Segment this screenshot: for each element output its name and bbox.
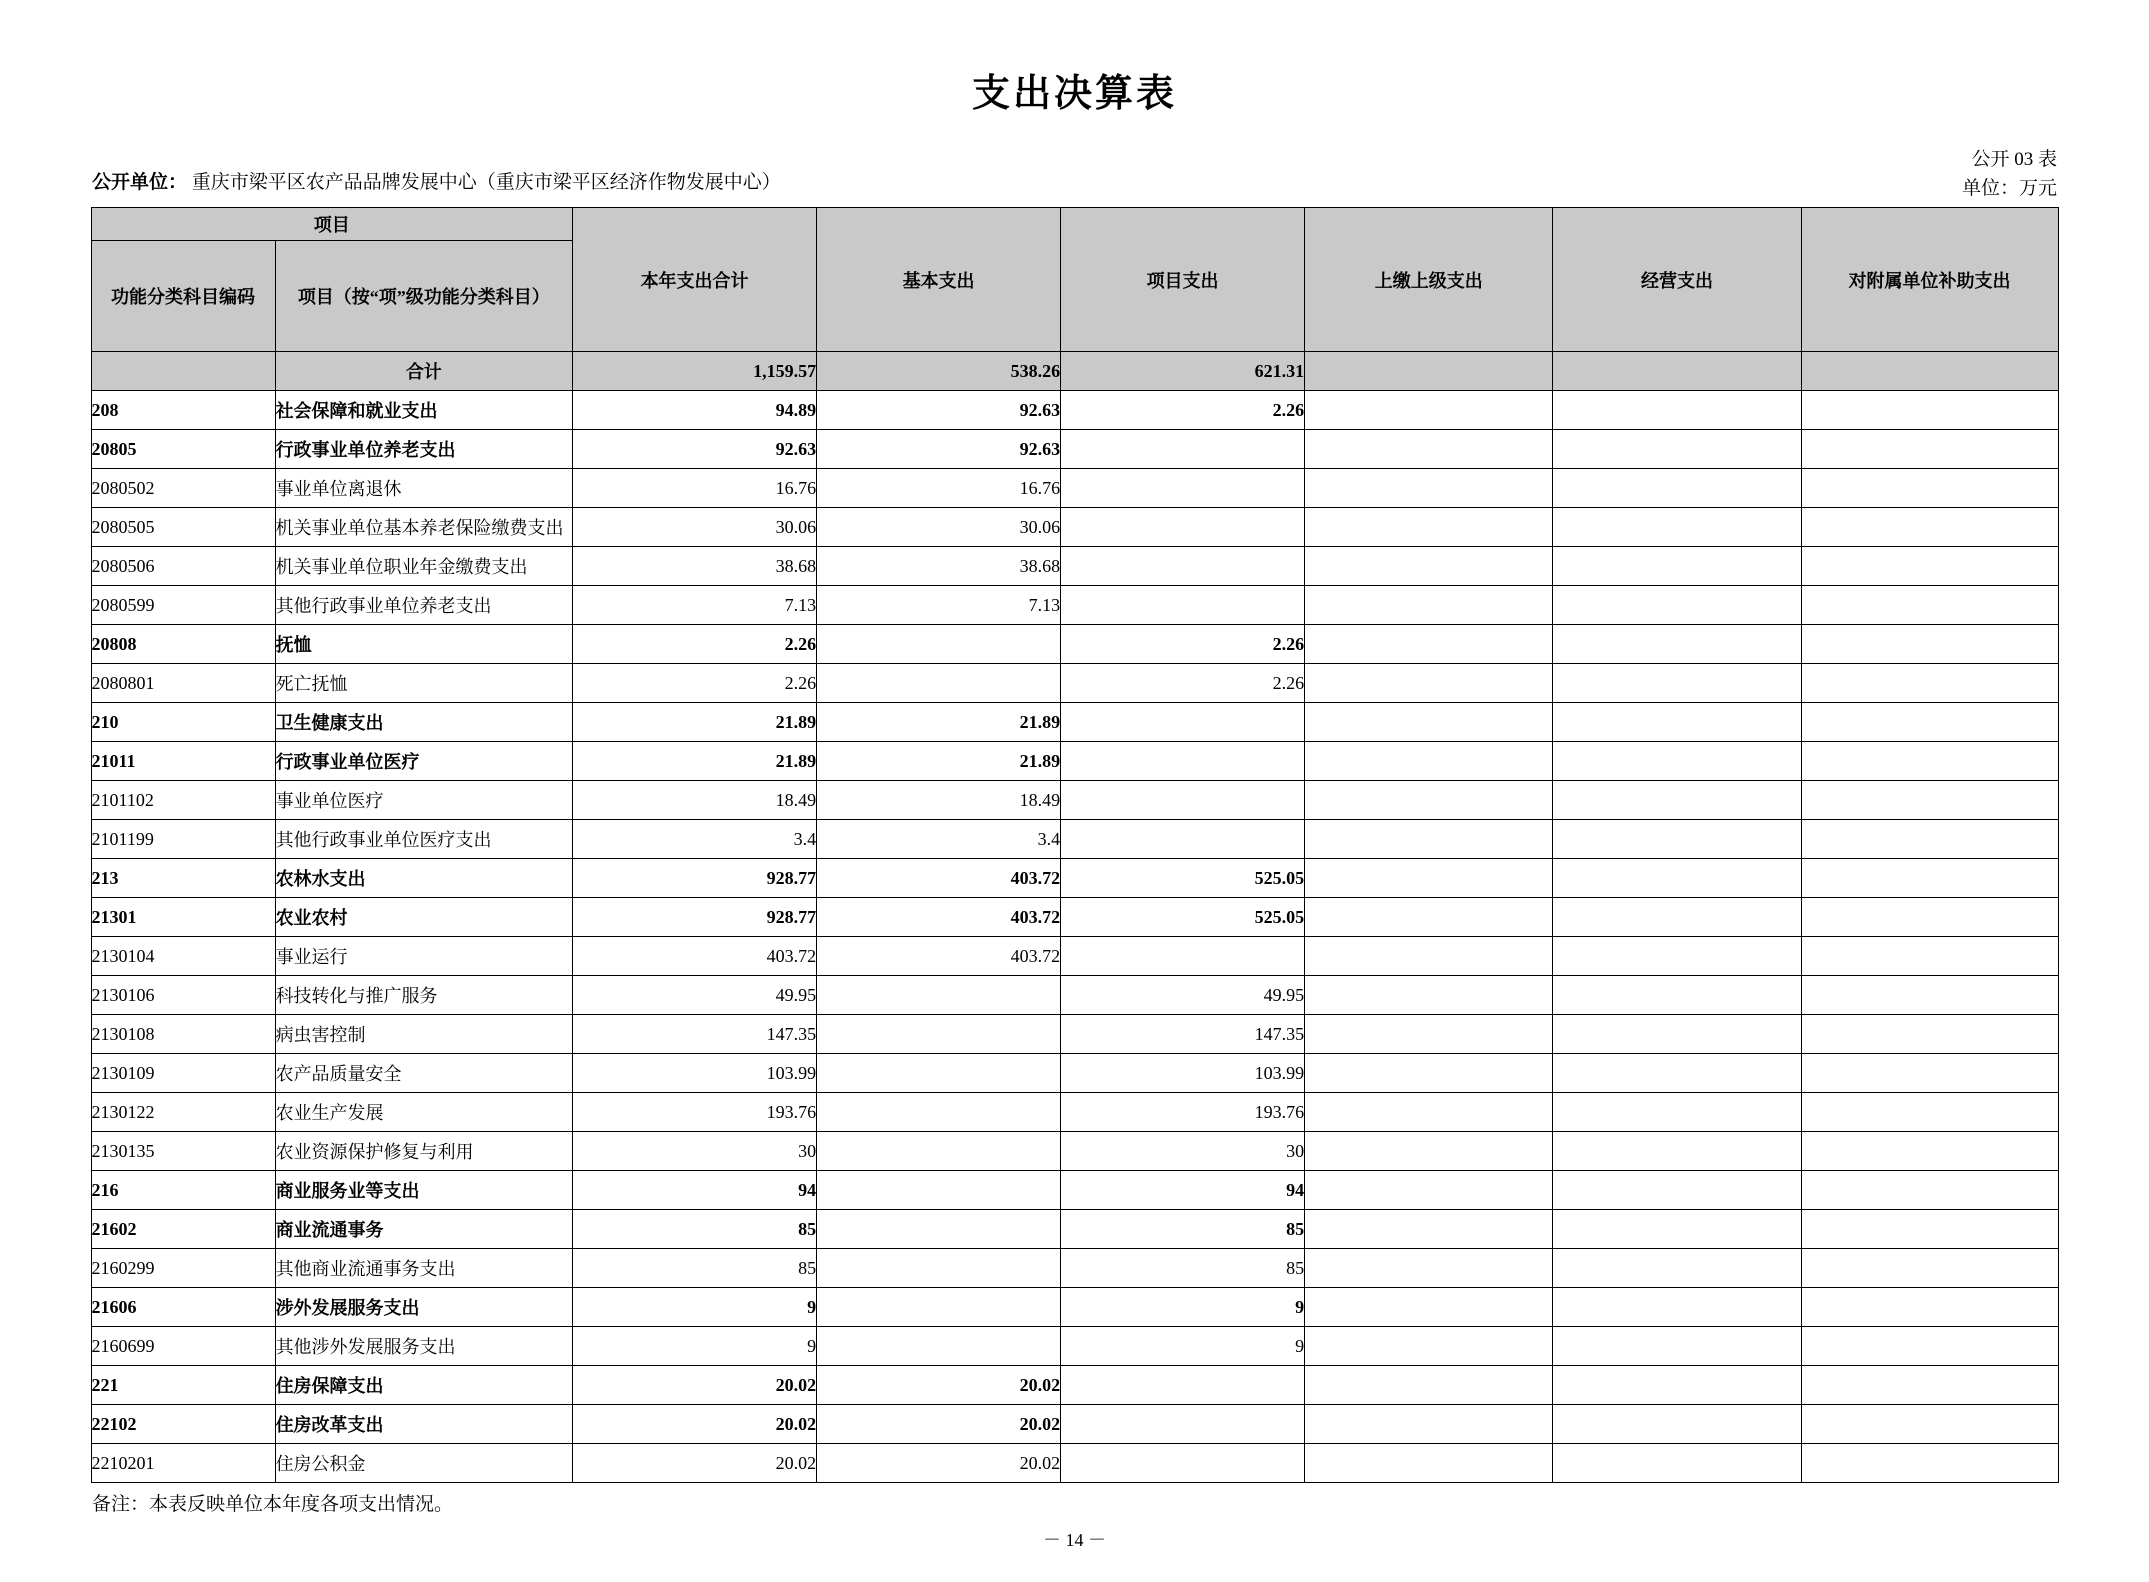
cell-project: 49.95 [1061, 976, 1305, 1015]
cell-upper [1305, 898, 1553, 937]
cell-total: 38.68 [573, 547, 817, 586]
cell-project: 147.35 [1061, 1015, 1305, 1054]
cell-upper [1305, 1249, 1553, 1288]
cell-code: 2130122 [91, 1093, 275, 1132]
cell-upper [1305, 1210, 1553, 1249]
cell-upper [1305, 586, 1553, 625]
cell-subsidy [1801, 1171, 2058, 1210]
table-row [91, 1054, 2058, 1093]
cell-subsidy [1801, 1366, 2058, 1405]
cell-basic [817, 1288, 1061, 1327]
cell-project: 2.26 [1061, 625, 1305, 664]
table-row [91, 898, 2058, 937]
cell-business [1553, 1132, 1801, 1171]
cell-basic: 403.72 [817, 937, 1061, 976]
cell-upper [1305, 859, 1553, 898]
cell-subsidy [1801, 625, 2058, 664]
cell-subsidy [1801, 547, 2058, 586]
cell-code: 2130135 [91, 1132, 275, 1171]
cell-name: 其他商业流通事务支出 [275, 1249, 573, 1288]
cell-business [1553, 1327, 1801, 1366]
cell-name: 机关事业单位基本养老保险缴费支出 [275, 508, 573, 547]
cell-project: 2.26 [1061, 664, 1305, 703]
table-row [91, 1288, 2058, 1327]
cell-subsidy [1801, 1054, 2058, 1093]
amount-unit: 单位：万元 [1961, 178, 2057, 200]
cell-project: 525.05 [1061, 859, 1305, 898]
header-col-project: 项目支出 [1061, 208, 1305, 352]
cell-basic [817, 1327, 1061, 1366]
cell-total: 9 [573, 1327, 817, 1366]
cell-code: 210 [91, 703, 275, 742]
cell-business [1553, 586, 1801, 625]
table-row [91, 1015, 2058, 1054]
cell-name: 农业资源保护修复与利用 [275, 1132, 573, 1171]
cell-total: 2.26 [573, 664, 817, 703]
table-body [91, 352, 2058, 1483]
cell-upper [1305, 1444, 1553, 1483]
cell-business [1553, 742, 1801, 781]
cell-code: 2160699 [91, 1327, 275, 1366]
table-row [91, 625, 2058, 664]
cell-basic: 21.89 [817, 742, 1061, 781]
table-row [91, 1093, 2058, 1132]
cell-basic [817, 1249, 1061, 1288]
cell-code: 20808 [91, 625, 275, 664]
cell-total: 21.89 [573, 742, 817, 781]
cell-business [1553, 898, 1801, 937]
cell-subsidy [1801, 508, 2058, 547]
cell-name: 住房保障支出 [275, 1366, 573, 1405]
cell-code: 221 [91, 1366, 275, 1405]
cell-name: 住房改革支出 [275, 1405, 573, 1444]
cell-basic [817, 664, 1061, 703]
cell-code: 2080502 [91, 469, 275, 508]
cell-business [1553, 1366, 1801, 1405]
cell-upper [1305, 781, 1553, 820]
form-number: 公开 03 表 [1971, 149, 2057, 170]
header-col-subsidy: 对附属单位补助支出 [1801, 208, 2058, 352]
cell-code: 2130109 [91, 1054, 275, 1093]
cell-subsidy [1801, 1327, 2058, 1366]
cell-upper [1305, 703, 1553, 742]
cell-upper [1305, 469, 1553, 508]
cell-basic: 7.13 [817, 586, 1061, 625]
cell-business [1553, 469, 1801, 508]
table-row [91, 820, 2058, 859]
publishing-unit-value: 重庆市梁平区农产品品牌发展中心（重庆市梁平区经济作物发展中心） [191, 172, 781, 193]
cell-project: 2.26 [1061, 391, 1305, 430]
table-row [91, 1249, 2058, 1288]
cell-code: 2080506 [91, 547, 275, 586]
cell-business [1553, 1444, 1801, 1483]
cell-project: 85 [1061, 1249, 1305, 1288]
cell-project [1061, 703, 1305, 742]
cell-name: 行政事业单位养老支出 [275, 430, 573, 469]
table-row [91, 1210, 2058, 1249]
cell-basic: 538.26 [817, 352, 1061, 391]
cell-basic [817, 1054, 1061, 1093]
cell-code: 2101102 [91, 781, 275, 820]
cell-name: 住房公积金 [275, 1444, 573, 1483]
cell-code: 21011 [91, 742, 275, 781]
cell-code: 208 [91, 391, 275, 430]
page-title: 支出决算表 [971, 70, 1177, 115]
cell-project [1061, 820, 1305, 859]
cell-code [91, 352, 275, 391]
cell-total: 16.76 [573, 469, 817, 508]
cell-upper [1305, 352, 1553, 391]
cell-upper [1305, 1327, 1553, 1366]
table-row [91, 1327, 2058, 1366]
cell-business [1553, 781, 1801, 820]
cell-business [1553, 547, 1801, 586]
cell-total: 85 [573, 1249, 817, 1288]
cell-subsidy [1801, 859, 2058, 898]
document-meta [0, 145, 2149, 201]
cell-business [1553, 703, 1801, 742]
cell-subsidy [1801, 1405, 2058, 1444]
cell-upper [1305, 391, 1553, 430]
header-group-item: 项目 [91, 208, 573, 241]
table-row [91, 430, 2058, 469]
cell-project [1061, 937, 1305, 976]
cell-code: 2160299 [91, 1249, 275, 1288]
cell-name: 农业农村 [275, 898, 573, 937]
cell-total: 30 [573, 1132, 817, 1171]
cell-project: 621.31 [1061, 352, 1305, 391]
cell-code: 213 [91, 859, 275, 898]
cell-upper [1305, 937, 1553, 976]
table-row [91, 1405, 2058, 1444]
cell-business [1553, 937, 1801, 976]
cell-project [1061, 1444, 1305, 1483]
cell-code: 2080801 [91, 664, 275, 703]
cell-subsidy [1801, 391, 2058, 430]
cell-business [1553, 430, 1801, 469]
table-row-total [91, 352, 2058, 391]
cell-business [1553, 1210, 1801, 1249]
header-col-basic: 基本支出 [817, 208, 1061, 352]
cell-name: 抚恤 [275, 625, 573, 664]
cell-code: 21301 [91, 898, 275, 937]
cell-project [1061, 430, 1305, 469]
cell-subsidy [1801, 664, 2058, 703]
cell-basic [817, 625, 1061, 664]
cell-name: 商业服务业等支出 [275, 1171, 573, 1210]
cell-code: 2080599 [91, 586, 275, 625]
cell-code: 2130108 [91, 1015, 275, 1054]
cell-name: 农林水支出 [275, 859, 573, 898]
cell-subsidy [1801, 1444, 2058, 1483]
cell-total: 928.77 [573, 859, 817, 898]
cell-subsidy [1801, 430, 2058, 469]
cell-basic: 30.06 [817, 508, 1061, 547]
cell-subsidy [1801, 898, 2058, 937]
cell-code: 20805 [91, 430, 275, 469]
cell-name: 科技转化与推广服务 [275, 976, 573, 1015]
cell-total: 7.13 [573, 586, 817, 625]
cell-business [1553, 625, 1801, 664]
cell-code: 216 [91, 1171, 275, 1210]
cell-upper [1305, 664, 1553, 703]
cell-name: 农产品质量安全 [275, 1054, 573, 1093]
table-row [91, 1444, 2058, 1483]
cell-total: 9 [573, 1288, 817, 1327]
cell-basic [817, 1210, 1061, 1249]
cell-name: 其他行政事业单位养老支出 [275, 586, 573, 625]
cell-upper [1305, 1405, 1553, 1444]
table-row [91, 859, 2058, 898]
header-col-code: 功能分类科目编码 [91, 241, 275, 352]
cell-code: 22102 [91, 1405, 275, 1444]
cell-total: 18.49 [573, 781, 817, 820]
cell-subsidy [1801, 1249, 2058, 1288]
cell-name: 机关事业单位职业年金缴费支出 [275, 547, 573, 586]
table-row [91, 937, 2058, 976]
cell-business [1553, 1288, 1801, 1327]
cell-project: 30 [1061, 1132, 1305, 1171]
cell-total: 103.99 [573, 1054, 817, 1093]
publishing-unit [92, 167, 781, 194]
cell-project: 9 [1061, 1288, 1305, 1327]
cell-name: 病虫害控制 [275, 1015, 573, 1054]
cell-project [1061, 469, 1305, 508]
cell-subsidy [1801, 352, 2058, 391]
cell-total: 85 [573, 1210, 817, 1249]
cell-basic: 92.63 [817, 430, 1061, 469]
cell-business [1553, 976, 1801, 1015]
cell-business [1553, 1171, 1801, 1210]
cell-subsidy [1801, 976, 2058, 1015]
cell-name: 其他涉外发展服务支出 [275, 1327, 573, 1366]
cell-project [1061, 742, 1305, 781]
cell-business [1553, 352, 1801, 391]
table-row [91, 547, 2058, 586]
cell-business [1553, 664, 1801, 703]
cell-project [1061, 1366, 1305, 1405]
table-row [91, 781, 2058, 820]
cell-name: 合计 [275, 352, 573, 391]
cell-total: 49.95 [573, 976, 817, 1015]
cell-code: 21602 [91, 1210, 275, 1249]
cell-basic [817, 1015, 1061, 1054]
cell-basic: 18.49 [817, 781, 1061, 820]
cell-project [1061, 586, 1305, 625]
cell-project: 85 [1061, 1210, 1305, 1249]
cell-upper [1305, 1015, 1553, 1054]
cell-business [1553, 1093, 1801, 1132]
cell-upper [1305, 820, 1553, 859]
cell-basic: 92.63 [817, 391, 1061, 430]
cell-project [1061, 1405, 1305, 1444]
cell-upper [1305, 1171, 1553, 1210]
form-meta [1962, 145, 2057, 204]
cell-total: 94 [573, 1171, 817, 1210]
cell-business [1553, 859, 1801, 898]
cell-project [1061, 781, 1305, 820]
cell-total: 2.26 [573, 625, 817, 664]
cell-business [1553, 1015, 1801, 1054]
cell-upper [1305, 1054, 1553, 1093]
cell-business [1553, 391, 1801, 430]
cell-basic [817, 976, 1061, 1015]
cell-project: 9 [1061, 1327, 1305, 1366]
cell-business [1553, 508, 1801, 547]
cell-basic: 21.89 [817, 703, 1061, 742]
table-row [91, 508, 2058, 547]
table-row [91, 976, 2058, 1015]
table-row [91, 1366, 2058, 1405]
cell-project: 103.99 [1061, 1054, 1305, 1093]
cell-subsidy [1801, 1210, 2058, 1249]
page-number: － 14 － [1043, 1530, 1106, 1550]
cell-name: 卫生健康支出 [275, 703, 573, 742]
cell-project: 525.05 [1061, 898, 1305, 937]
table-header-top-row [91, 208, 2058, 241]
cell-business [1553, 1054, 1801, 1093]
cell-subsidy [1801, 1132, 2058, 1171]
cell-total: 30.06 [573, 508, 817, 547]
cell-subsidy [1801, 1015, 2058, 1054]
cell-total: 92.63 [573, 430, 817, 469]
cell-basic [817, 1132, 1061, 1171]
cell-total: 20.02 [573, 1366, 817, 1405]
cell-name: 事业运行 [275, 937, 573, 976]
cell-code: 2101199 [91, 820, 275, 859]
cell-total: 403.72 [573, 937, 817, 976]
header-col-total: 本年支出合计 [573, 208, 817, 352]
cell-name: 农业生产发展 [275, 1093, 573, 1132]
cell-code: 2210201 [91, 1444, 275, 1483]
cell-business [1553, 820, 1801, 859]
cell-name: 行政事业单位医疗 [275, 742, 573, 781]
cell-project [1061, 547, 1305, 586]
cell-basic: 20.02 [817, 1444, 1061, 1483]
cell-project: 94 [1061, 1171, 1305, 1210]
cell-business [1553, 1405, 1801, 1444]
cell-total: 147.35 [573, 1015, 817, 1054]
table-row [91, 391, 2058, 430]
cell-basic: 403.72 [817, 898, 1061, 937]
table-footnote: 备注：本表反映单位本年度各项支出情况。 [92, 1494, 454, 1515]
cell-subsidy [1801, 469, 2058, 508]
table-row [91, 1171, 2058, 1210]
cell-basic: 16.76 [817, 469, 1061, 508]
cell-basic: 3.4 [817, 820, 1061, 859]
cell-upper [1305, 1093, 1553, 1132]
cell-basic: 38.68 [817, 547, 1061, 586]
cell-upper [1305, 508, 1553, 547]
cell-project: 193.76 [1061, 1093, 1305, 1132]
cell-upper [1305, 742, 1553, 781]
table-row [91, 1132, 2058, 1171]
cell-upper [1305, 1288, 1553, 1327]
table-row [91, 586, 2058, 625]
cell-total: 20.02 [573, 1444, 817, 1483]
cell-upper [1305, 547, 1553, 586]
cell-code: 2080505 [91, 508, 275, 547]
cell-subsidy [1801, 586, 2058, 625]
cell-subsidy [1801, 781, 2058, 820]
cell-subsidy [1801, 1288, 2058, 1327]
cell-code: 2130104 [91, 937, 275, 976]
cell-basic: 403.72 [817, 859, 1061, 898]
cell-basic: 20.02 [817, 1405, 1061, 1444]
cell-project [1061, 508, 1305, 547]
header-col-name: 项目（按“项”级功能分类科目） [275, 241, 573, 352]
cell-subsidy [1801, 937, 2058, 976]
table-row [91, 469, 2058, 508]
cell-upper [1305, 1132, 1553, 1171]
table-row [91, 703, 2058, 742]
cell-total: 928.77 [573, 898, 817, 937]
cell-upper [1305, 625, 1553, 664]
cell-subsidy [1801, 742, 2058, 781]
cell-subsidy [1801, 820, 2058, 859]
publishing-unit-label: 公开单位： [92, 172, 188, 193]
cell-subsidy [1801, 703, 2058, 742]
document-page [0, 62, 2149, 1582]
cell-basic: 20.02 [817, 1366, 1061, 1405]
cell-basic [817, 1171, 1061, 1210]
cell-business [1553, 1249, 1801, 1288]
cell-name: 死亡抚恤 [275, 664, 573, 703]
table-head [91, 208, 2058, 352]
cell-name: 涉外发展服务支出 [275, 1288, 573, 1327]
cell-name: 社会保障和就业支出 [275, 391, 573, 430]
cell-upper [1305, 1366, 1553, 1405]
cell-name: 事业单位医疗 [275, 781, 573, 820]
cell-code: 2130106 [91, 976, 275, 1015]
cell-total: 1,159.57 [573, 352, 817, 391]
cell-total: 21.89 [573, 703, 817, 742]
cell-total: 94.89 [573, 391, 817, 430]
cell-total: 20.02 [573, 1405, 817, 1444]
cell-upper [1305, 430, 1553, 469]
cell-subsidy [1801, 1093, 2058, 1132]
header-col-business: 经营支出 [1553, 208, 1801, 352]
cell-total: 3.4 [573, 820, 817, 859]
cell-name: 其他行政事业单位医疗支出 [275, 820, 573, 859]
cell-total: 193.76 [573, 1093, 817, 1132]
header-col-upper: 上缴上级支出 [1305, 208, 1553, 352]
expenditure-table [91, 207, 2059, 1483]
cell-name: 商业流通事务 [275, 1210, 573, 1249]
table-row [91, 742, 2058, 781]
cell-code: 21606 [91, 1288, 275, 1327]
cell-upper [1305, 976, 1553, 1015]
cell-basic [817, 1093, 1061, 1132]
table-row [91, 664, 2058, 703]
cell-name: 事业单位离退休 [275, 469, 573, 508]
